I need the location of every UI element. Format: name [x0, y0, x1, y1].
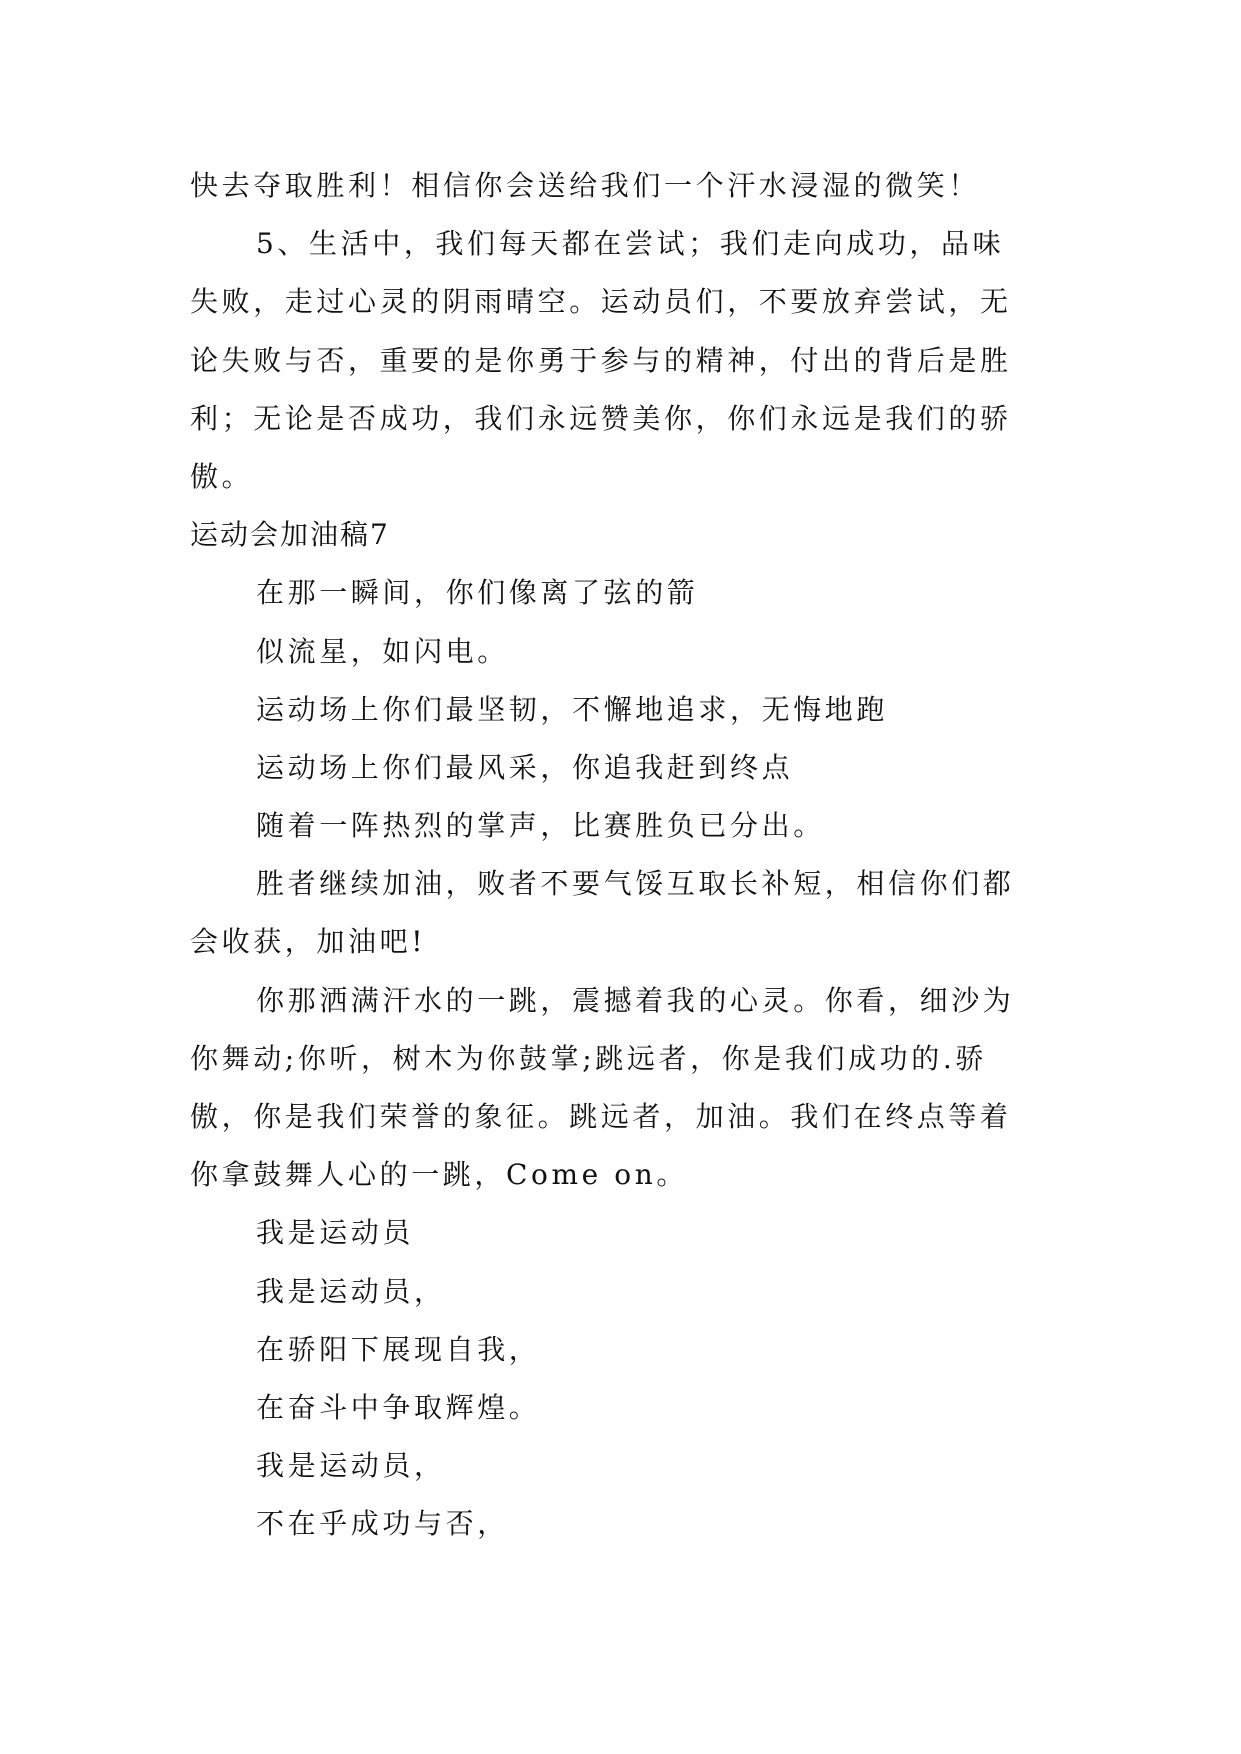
- text-line: 运动场上你们最坚韧，不懈地追求，无悔地跑: [256, 692, 889, 726]
- text-line: 运动场上你们最风采，你追我赶到终点: [256, 750, 794, 784]
- text-line: 会收获，加油吧!: [190, 925, 427, 959]
- text-line: 在奋斗中争取辉煌。: [256, 1390, 541, 1424]
- text-line: 在那一瞬间，你们像离了弦的箭: [256, 576, 699, 610]
- text-line: 胜者继续加油，败者不要气馁互取长补短，相信你们都: [256, 867, 1015, 901]
- text-line: 快去夺取胜利！相信你会送给我们一个汗水浸湿的微笑！: [190, 169, 981, 202]
- text-line: 不在乎成功与否，: [256, 1507, 509, 1541]
- text-line: 失败，走过心灵的阴雨晴空。运动员们，不要放弃尝试，无: [190, 285, 1012, 319]
- text-line: 你拿鼓舞人心的一跳，Come on。: [190, 1158, 688, 1192]
- text-line: 似流星，如闪电。: [256, 634, 509, 668]
- text-line: 傲，你是我们荣誉的象征。跳远者，加油。我们在终点等着: [190, 1100, 1012, 1133]
- text-line: 利；无论是否成功，我们永远赞美你，你们永远是我们的骄: [190, 401, 1012, 435]
- text-line: 5、生活中，我们每天都在尝试；我们走向成功，品味: [256, 227, 1005, 261]
- text-line: 我是运动员，: [256, 1274, 446, 1308]
- document-body: [190, 157, 1050, 1554]
- text-line: 你舞动;你听，树木为你鼓掌;跳远者，你是我们成功的.骄: [190, 1041, 987, 1075]
- text-line: 论失败与否，重要的是你勇于参与的精神，付出的背后是胜: [190, 343, 1012, 377]
- text-line: 在骄阳下展现自我，: [256, 1332, 541, 1366]
- text-line: 傲。: [190, 459, 254, 493]
- text-line: 我是运动员: [256, 1216, 415, 1250]
- text-line: 随着一阵热烈的掌声，比赛胜负已分出。: [256, 809, 825, 843]
- text-line: 我是运动员，: [256, 1449, 446, 1483]
- text-line: 你那洒满汗水的一跳，震撼着我的心灵。你看，细沙为: [256, 983, 1015, 1017]
- section-heading: 运动会加油稿7: [190, 518, 390, 552]
